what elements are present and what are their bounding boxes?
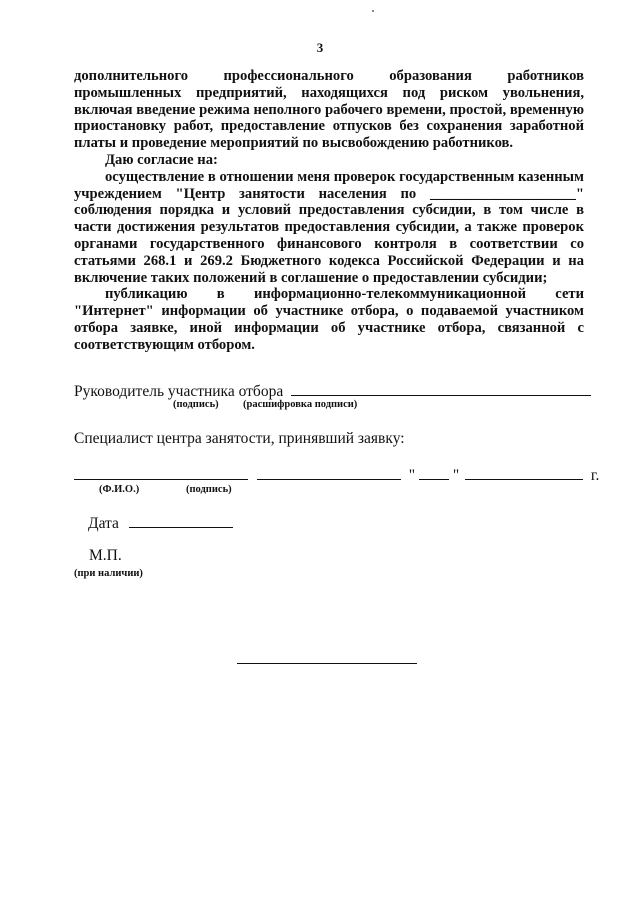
manager-signature-caption: (подпись) (173, 399, 219, 410)
specialist-signature-row (74, 465, 599, 485)
date-quote-open: " (408, 467, 416, 484)
manager-signature-row (74, 381, 591, 401)
date-quote-close: " (452, 467, 460, 484)
specialist-signature-caption: (подпись) (186, 484, 232, 495)
specialist-name-caption: (Ф.И.О.) (99, 484, 140, 495)
manager-signature-label: Руководитель участника отбора (74, 383, 284, 400)
specialist-title: Специалист центра занятости, принявший заявку: (74, 430, 405, 447)
paragraph-consent-checks: осуществление в отношении меня проверок государственным казенным учреждением "Центр занятости населения по ____________________" соблюдения порядка и условий предоставления субсидии, в том числе в части достижения результатов предоставления субсидии, а также проверок органами государственного финансового контроля в соответствии со статьями 268.1 и 269.2 Бюджетного кодекса Российской Федерации и на включение таких положений в соглашение о предоставлении субсидии; (74, 168, 584, 286)
date-label: Дата (88, 515, 119, 532)
stamp-label: М.П. (89, 547, 122, 564)
date-row (88, 513, 233, 533)
scan-artifact-dot (372, 10, 374, 12)
date-year-suffix: г. (590, 467, 600, 484)
stamp-caption: (при наличии) (74, 568, 143, 579)
document-body (74, 68, 584, 354)
specialist-signature-line (257, 465, 401, 480)
page-number: 3 (316, 40, 324, 55)
paragraph-consent-publication: публикацию в информационно-телекоммуникационной сети "Интернет" информации об участнике отбора, о подаваемой участником отбора заявке, иной информации об участнике отбора, связанной с соответствующим отбором. (74, 286, 584, 353)
manager-signature-line (291, 381, 591, 396)
paragraph-continuation: дополнительного профессионального образования работников промышленных предприятий, находящихся под риском увольнения, включая введение режима неполного рабочего времени, простой, временную приостановку работ, предоставление отпусков без сохранения заработной платы и проведение мероприятий по высвобождению работников. (74, 68, 584, 152)
manager-decoding-caption: (расшифровка подписи) (243, 399, 358, 410)
date-line (129, 513, 233, 528)
date-month-line (465, 465, 583, 480)
specialist-name-line (74, 465, 248, 480)
date-day-line (419, 465, 449, 480)
paragraph-consent-heading: Даю согласие на: (105, 151, 218, 168)
end-of-document-rule (237, 663, 417, 664)
